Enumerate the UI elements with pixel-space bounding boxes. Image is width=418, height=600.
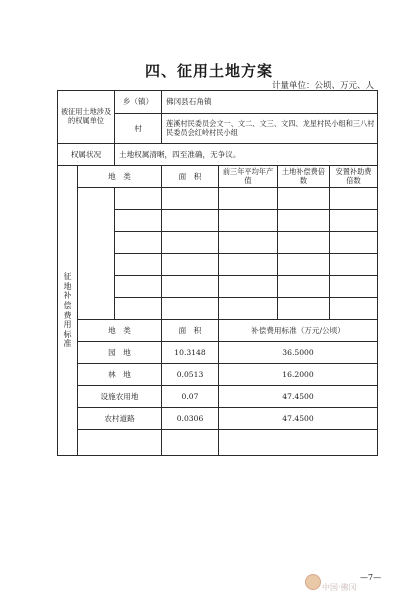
col-header-comp-standard: 补偿费用标准（万元/公顷） (219, 320, 378, 342)
col-header-avg-output: 前三年平均年产值 (219, 166, 278, 188)
page-title: 四、征用土地方案 (144, 62, 273, 80)
table-row (58, 408, 378, 430)
standard-cell: 36.5000 (219, 342, 378, 364)
col-header-land-comp-multiple: 土地补偿费倍数 (278, 166, 330, 188)
watermark: 中国·佛冈 (322, 583, 357, 592)
area-cell: 0.0513 (162, 364, 219, 386)
standard-cell: 47.4500 (219, 386, 378, 408)
col-header-area-2: 面 积 (162, 320, 219, 342)
col-header-land-type-2: 地 类 (78, 320, 162, 342)
area-cell: 0.0306 (162, 408, 219, 430)
land-type-cell: 设施农用地 (78, 386, 162, 408)
ownership-status-value: 土地权属清晰，四至准确，无争议。 (115, 144, 378, 166)
town-value: 佛冈县石角镇 (162, 91, 378, 114)
table-row (58, 430, 378, 456)
area-cell: 0.07 (162, 386, 219, 408)
table-row (58, 364, 378, 386)
compensation-standard-label: 征 地 补 偿 费 用 标 准 (58, 166, 78, 456)
col-header-resettle-multiple: 安置补助费倍数 (330, 166, 378, 188)
ownership-status-label: 权属状况 (58, 144, 115, 166)
town-label: 乡（镇） (115, 91, 162, 114)
table-row (58, 386, 378, 408)
area-cell: 10.3148 (162, 342, 219, 364)
land-acquisition-table (57, 90, 378, 456)
page-number: —7— (360, 573, 382, 582)
table-row (58, 188, 378, 210)
measurement-unit: 计量单位：公顷、万元、人 (271, 81, 374, 91)
land-type-cell: 农村道路 (78, 408, 162, 430)
standard-cell: 16.2000 (219, 364, 378, 386)
county-logo-icon (305, 574, 321, 590)
land-type-cell: 园 地 (78, 342, 162, 364)
land-type-cell: 林 地 (78, 364, 162, 386)
standard-cell: 47.4500 (219, 408, 378, 430)
village-value: 莲溪村民委员会文一、文二、文三、文四、龙星村民小组和三八村民委员会红岭村民小组 (162, 114, 378, 144)
table-row (58, 342, 378, 364)
owner-unit-label: 被征用土地涉及的权属单位 (58, 91, 115, 144)
col-header-land-type: 地 类 (78, 166, 162, 188)
col-header-area: 面 积 (162, 166, 219, 188)
village-label: 村 (115, 114, 162, 144)
